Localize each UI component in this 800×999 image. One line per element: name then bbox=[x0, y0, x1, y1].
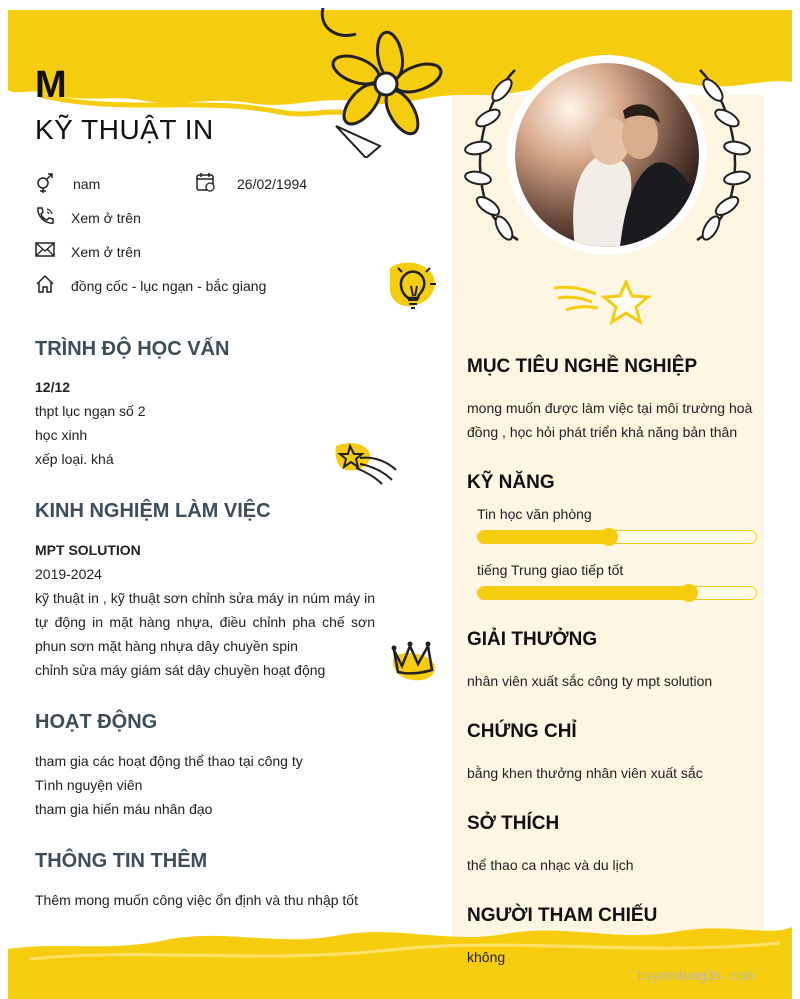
certificates-text: bằng khen thưởng nhân viên xuất sắc bbox=[467, 765, 703, 781]
phone-value: Xem ở trên bbox=[71, 210, 141, 226]
gender-value: nam bbox=[73, 176, 101, 192]
flower-doodle-icon bbox=[318, 8, 448, 158]
watermark: tuyendung3s.com bbox=[636, 969, 754, 984]
address-value: đồng cốc - lục ngạn - bắc giang bbox=[71, 278, 267, 294]
skill-label: tiếng Trung giao tiếp tốt bbox=[477, 562, 624, 578]
hobbies-title: SỞ THÍCH bbox=[467, 813, 560, 834]
activity-item: Tình nguyện viên bbox=[35, 777, 143, 793]
skill-bar-knob bbox=[600, 528, 618, 546]
awards-title: GIẢI THƯỞNG bbox=[467, 629, 598, 650]
email-icon bbox=[35, 242, 55, 258]
education-note: học xinh bbox=[35, 427, 88, 443]
activity-item: tham gia các hoạt động thể thao tại công ty bbox=[35, 753, 303, 769]
skill-bar bbox=[477, 586, 757, 600]
shooting-star-icon bbox=[334, 440, 400, 486]
skill-bar-knob bbox=[680, 584, 698, 602]
references-title: NGƯỜI THAM CHIẾU bbox=[467, 905, 658, 926]
experience-extra: chỉnh sửa máy giám sát dây chuyền hoạt động bbox=[35, 662, 326, 678]
lightbulb-icon bbox=[386, 258, 444, 316]
name-initial: M bbox=[35, 64, 67, 106]
calendar-icon bbox=[196, 172, 216, 192]
activities-title: HOẠT ĐỘNG bbox=[35, 711, 158, 733]
home-icon bbox=[35, 274, 55, 294]
birthdate-value: 26/02/1994 bbox=[237, 176, 308, 192]
skill-label: Tin học văn phòng bbox=[477, 506, 592, 522]
education-level: 12/12 bbox=[35, 379, 71, 395]
crown-icon bbox=[388, 636, 440, 684]
objective-text: mong muốn được làm việc tại môi trường hoà đồng , học hỏi phát triển khả năng bản thân bbox=[467, 400, 753, 440]
gender-icon bbox=[35, 173, 55, 193]
awards-text: nhân viên xuất sắc công ty mpt solution bbox=[467, 673, 713, 689]
experience-title: KINH NGHIỆM LÀM VIỆC bbox=[35, 500, 271, 522]
phone-icon bbox=[35, 206, 55, 226]
activity-item: tham gia hiến máu nhân đạo bbox=[35, 801, 213, 817]
star-doodle-icon bbox=[552, 280, 654, 326]
experience-description: kỹ thuật in , kỹ thuật sơn chỉnh sửa máy in núm máy in tự động in mặt hàng nhựa, điều chỉnh pha chế sơn phun sơn mặt hàng nhựa dây chuyền spin bbox=[35, 590, 375, 654]
avatar bbox=[515, 63, 699, 247]
additional-info-title: THÔNG TIN THÊM bbox=[35, 850, 208, 872]
education-grade: xếp loại. khá bbox=[35, 451, 114, 467]
objective-title: MỤC TIÊU NGHỀ NGHIỆP bbox=[467, 356, 698, 377]
certificates-title: CHỨNG CHỈ bbox=[467, 721, 577, 742]
skills-title: KỸ NĂNG bbox=[467, 472, 555, 493]
education-title: TRÌNH ĐỘ HỌC VẤN bbox=[35, 338, 230, 360]
email-value: Xem ở trên bbox=[71, 244, 141, 260]
additional-info-text: Thêm mong muốn công việc ổn định và thu nhập tốt bbox=[35, 892, 358, 908]
skill-bar bbox=[477, 530, 757, 544]
education-school: thpt lục ngạn số 2 bbox=[35, 403, 146, 419]
experience-company: MPT SOLUTION bbox=[35, 542, 141, 558]
hobbies-text: thể thao ca nhạc và du lịch bbox=[467, 857, 634, 873]
skill-bar-fill bbox=[478, 531, 609, 543]
skill-bar-fill bbox=[478, 587, 689, 599]
job-title: KỸ THUẬT IN bbox=[35, 114, 214, 145]
references-text: không bbox=[467, 949, 506, 965]
experience-period: 2019-2024 bbox=[35, 566, 102, 582]
